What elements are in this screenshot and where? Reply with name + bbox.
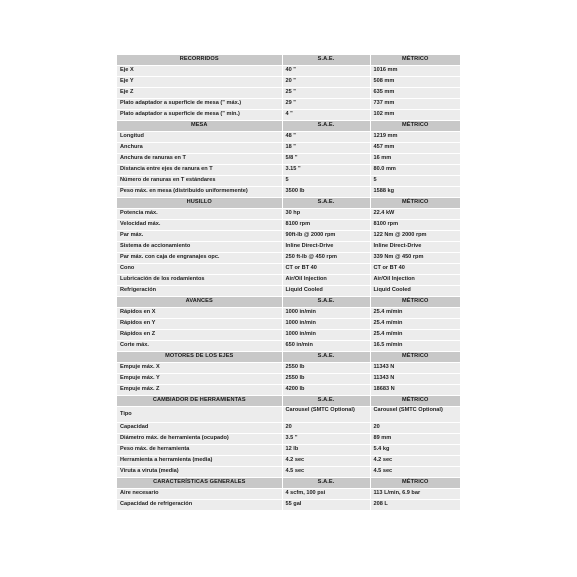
sae-value: 8100 rpm (282, 220, 370, 231)
spec-label: Plato adaptador a superficie de mesa (" máx.) (117, 99, 282, 110)
metric-value: 5 (370, 176, 460, 187)
section-header (117, 55, 460, 66)
metric-value: 25.4 m/min (370, 319, 460, 330)
metric-column-header: MÉTRICO (370, 352, 460, 363)
sae-column-header: S.A.E. (282, 396, 370, 407)
spec-label: Eje Y (117, 77, 282, 88)
spec-label: Rápidos en X (117, 308, 282, 319)
spec-row (117, 165, 460, 176)
metric-value: 18683 N (370, 385, 460, 396)
metric-value: 1588 kg (370, 187, 460, 198)
spec-label: Eje Z (117, 88, 282, 99)
spec-label: Refrigeración (117, 286, 282, 297)
spec-label: Capacidad (117, 423, 282, 434)
spec-row (117, 110, 460, 121)
section-header (117, 396, 460, 407)
sae-value: 29 " (282, 99, 370, 110)
spec-row (117, 456, 460, 467)
spec-label: Longitud (117, 132, 282, 143)
spec-row (117, 66, 460, 77)
metric-value: 22.4 kW (370, 209, 460, 220)
sae-column-header: S.A.E. (282, 121, 370, 132)
metric-column-header: MÉTRICO (370, 478, 460, 489)
spec-label: Lubricación de los rodamientos (117, 275, 282, 286)
sae-value: 90ft-lb @ 2000 rpm (282, 231, 370, 242)
sae-value: 3.15 " (282, 165, 370, 176)
metric-value: 89 mm (370, 434, 460, 445)
spec-row (117, 319, 460, 330)
spec-label: Potencia máx. (117, 209, 282, 220)
metric-column-header: MÉTRICO (370, 396, 460, 407)
metric-value: 113 L/min, 6.9 bar (370, 489, 460, 500)
sae-value: 4 scfm, 100 psi (282, 489, 370, 500)
sae-value: 1000 in/min (282, 319, 370, 330)
spec-row (117, 132, 460, 143)
spec-label: Viruta a viruta (media) (117, 467, 282, 478)
spec-label: Distancia entre ejes de ranura en T (117, 165, 282, 176)
metric-value: 4.2 sec (370, 456, 460, 467)
spec-label: Corte máx. (117, 341, 282, 352)
metric-value: 635 mm (370, 88, 460, 99)
spec-row (117, 264, 460, 275)
sae-value: 20 (282, 423, 370, 434)
sae-value: CT or BT 40 (282, 264, 370, 275)
section-title: CAMBIADOR DE HERRAMIENTAS (117, 396, 282, 407)
spec-label: Diámetro máx. de herramienta (ocupado) (117, 434, 282, 445)
spec-row (117, 341, 460, 352)
spec-row (117, 434, 460, 445)
spec-row (117, 187, 460, 198)
spec-label: Rápidos en Z (117, 330, 282, 341)
section-title: HUSILLO (117, 198, 282, 209)
spec-row (117, 363, 460, 374)
sae-value: 20 " (282, 77, 370, 88)
sae-value: Liquid Cooled (282, 286, 370, 297)
metric-value: 25.4 m/min (370, 308, 460, 319)
spec-label: Aire necesario (117, 489, 282, 500)
spec-row (117, 308, 460, 319)
metric-value: 339 Nm @ 450 rpm (370, 253, 460, 264)
metric-value: 737 mm (370, 99, 460, 110)
spec-row (117, 176, 460, 187)
spec-row (117, 445, 460, 456)
spec-row (117, 253, 460, 264)
spec-row (117, 385, 460, 396)
spec-label: Par máx. (117, 231, 282, 242)
spec-label: Tipo (117, 407, 282, 423)
spec-table (117, 55, 460, 511)
metric-value: 16 mm (370, 154, 460, 165)
sae-value: Carousel (SMTC Optional) (282, 407, 370, 423)
sae-column-header: S.A.E. (282, 198, 370, 209)
metric-value: 11343 N (370, 374, 460, 385)
sae-value: 4 " (282, 110, 370, 121)
section-title: AVANCES (117, 297, 282, 308)
sae-value: 48 " (282, 132, 370, 143)
spec-row (117, 143, 460, 154)
metric-value: 508 mm (370, 77, 460, 88)
spec-row (117, 500, 460, 511)
sae-value: 55 gal (282, 500, 370, 511)
metric-value: Carousel (SMTC Optional) (370, 407, 460, 423)
metric-value: 457 mm (370, 143, 460, 154)
spec-label: Eje X (117, 66, 282, 77)
spec-row (117, 220, 460, 231)
sae-value: 12 lb (282, 445, 370, 456)
spec-label: Empuje máx. Z (117, 385, 282, 396)
sae-column-header: S.A.E. (282, 352, 370, 363)
spec-row (117, 423, 460, 434)
spec-row (117, 77, 460, 88)
spec-label: Empuje máx. Y (117, 374, 282, 385)
sae-value: 3500 lb (282, 187, 370, 198)
sae-value: 18 " (282, 143, 370, 154)
metric-column-header: MÉTRICO (370, 297, 460, 308)
section-header (117, 478, 460, 489)
spec-label: Anchura (117, 143, 282, 154)
sae-value: 3.5 " (282, 434, 370, 445)
metric-column-header: MÉTRICO (370, 55, 460, 66)
section-header (117, 297, 460, 308)
metric-column-header: MÉTRICO (370, 121, 460, 132)
metric-value: 5.4 kg (370, 445, 460, 456)
sae-value: 250 ft-lb @ 450 rpm (282, 253, 370, 264)
metric-value: CT or BT 40 (370, 264, 460, 275)
spec-row (117, 330, 460, 341)
sae-value: 4200 lb (282, 385, 370, 396)
sae-column-header: S.A.E. (282, 478, 370, 489)
spec-label: Rápidos en Y (117, 319, 282, 330)
spec-row (117, 231, 460, 242)
spec-row (117, 99, 460, 110)
metric-value: Liquid Cooled (370, 286, 460, 297)
sae-value: 30 hp (282, 209, 370, 220)
sae-value: 5 (282, 176, 370, 187)
metric-value: 4.5 sec (370, 467, 460, 478)
metric-value: 1016 mm (370, 66, 460, 77)
metric-value: 102 mm (370, 110, 460, 121)
sae-value: 2550 lb (282, 374, 370, 385)
spec-label: Capacidad de refrigeración (117, 500, 282, 511)
metric-value: Air/Oil Injection (370, 275, 460, 286)
spec-label: Par máx. con caja de engranajes opc. (117, 253, 282, 264)
spec-label: Cono (117, 264, 282, 275)
spec-row (117, 407, 460, 423)
spec-row (117, 154, 460, 165)
sae-value: 2550 lb (282, 363, 370, 374)
spec-row (117, 242, 460, 253)
spec-row (117, 88, 460, 99)
spec-label: Sistema de accionamiento (117, 242, 282, 253)
metric-value: 8100 rpm (370, 220, 460, 231)
metric-value: 208 L (370, 500, 460, 511)
metric-value: 20 (370, 423, 460, 434)
sae-value: 4.5 sec (282, 467, 370, 478)
section-title: CARACTERÍSTICAS GENERALES (117, 478, 282, 489)
sae-column-header: S.A.E. (282, 55, 370, 66)
spec-table-body (117, 55, 460, 511)
spec-row (117, 275, 460, 286)
sae-value: 650 in/min (282, 341, 370, 352)
sae-value: 1000 in/min (282, 330, 370, 341)
metric-value: 16.5 m/min (370, 341, 460, 352)
section-header (117, 198, 460, 209)
spec-label: Peso máx. en mesa (distribuido uniformemente) (117, 187, 282, 198)
section-title: MOTORES DE LOS EJES (117, 352, 282, 363)
spec-row (117, 489, 460, 500)
metric-value: Inline Direct-Drive (370, 242, 460, 253)
section-header (117, 121, 460, 132)
spec-label: Herramienta a herramienta (media) (117, 456, 282, 467)
spec-row (117, 286, 460, 297)
sae-value: 40 " (282, 66, 370, 77)
section-header (117, 352, 460, 363)
metric-value: 122 Nm @ 2000 rpm (370, 231, 460, 242)
spec-label: Número de ranuras en T estándares (117, 176, 282, 187)
sae-value: 5/8 " (282, 154, 370, 165)
sae-value: 4.2 sec (282, 456, 370, 467)
section-title: RECORRIDOS (117, 55, 282, 66)
metric-value: 25.4 m/min (370, 330, 460, 341)
metric-column-header: MÉTRICO (370, 198, 460, 209)
spec-label: Plato adaptador a superficie de mesa (" mín.) (117, 110, 282, 121)
spec-label: Empuje máx. X (117, 363, 282, 374)
sae-value: Inline Direct-Drive (282, 242, 370, 253)
spec-label: Anchura de ranuras en T (117, 154, 282, 165)
spec-row (117, 374, 460, 385)
spec-row (117, 209, 460, 220)
section-title: MESA (117, 121, 282, 132)
sae-column-header: S.A.E. (282, 297, 370, 308)
sae-value: 25 " (282, 88, 370, 99)
metric-value: 80.0 mm (370, 165, 460, 176)
spec-label: Peso máx. de herramienta (117, 445, 282, 456)
spec-row (117, 467, 460, 478)
metric-value: 1219 mm (370, 132, 460, 143)
sae-value: 1000 in/min (282, 308, 370, 319)
spec-label: Velocidad máx. (117, 220, 282, 231)
metric-value: 11343 N (370, 363, 460, 374)
sae-value: Air/Oil Injection (282, 275, 370, 286)
